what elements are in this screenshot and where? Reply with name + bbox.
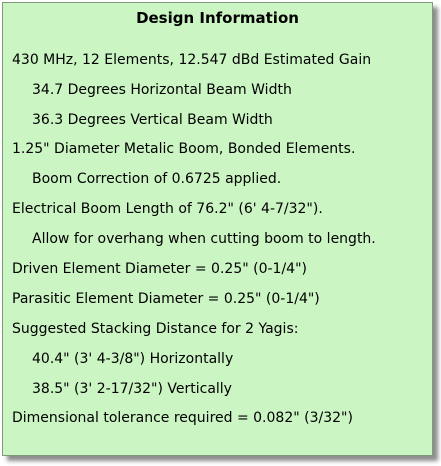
boom-length-line: Electrical Boom Length of 76.2" (6' 4-7/32"). <box>12 201 323 217</box>
boom-correction-line: Boom Correction of 0.6725 applied. <box>32 171 282 187</box>
boom-description-line: 1.25" Diameter Metalic Boom, Bonded Elements. <box>12 141 356 157</box>
overhang-note-line: Allow for overhang when cutting boom to length. <box>32 231 376 247</box>
gain-summary-line: 430 MHz, 12 Elements, 12.547 dBd Estimated Gain <box>12 52 372 68</box>
driven-element-diameter-line: Driven Element Diameter = 0.25" (0-1/4") <box>12 261 307 277</box>
horizontal-beam-width-line: 34.7 Degrees Horizontal Beam Width <box>32 82 292 98</box>
stacking-vertical-line: 38.5" (3' 2-17/32") Vertically <box>32 381 232 397</box>
parasitic-element-diameter-line: Parasitic Element Diameter = 0.25" (0-1/4") <box>12 291 320 307</box>
panel-title: Design Information <box>136 9 299 27</box>
vertical-beam-width-line: 36.3 Degrees Vertical Beam Width <box>32 112 273 128</box>
stacking-distance-heading-line: Suggested Stacking Distance for 2 Yagis: <box>12 321 299 337</box>
design-information-panel <box>2 2 433 456</box>
stacking-horizontal-line: 40.4" (3' 4-3/8") Horizontally <box>32 351 234 367</box>
dimensional-tolerance-line: Dimensional tolerance required = 0.082" (3/32") <box>12 410 353 426</box>
